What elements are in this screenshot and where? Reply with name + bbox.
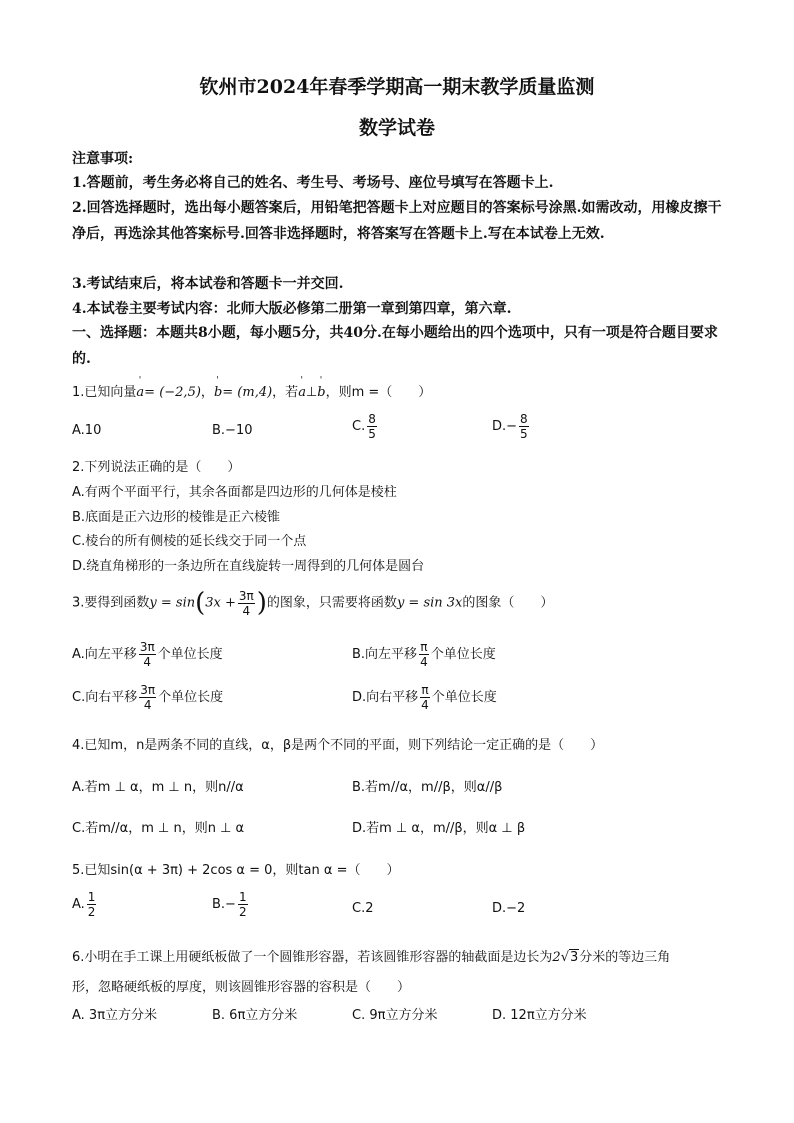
question-2: 2.下列说法正确的是（ ） bbox=[72, 460, 241, 475]
q5-option-c: C.2 bbox=[352, 901, 374, 916]
q6-option-d: D. 12π立方分米 bbox=[492, 1008, 587, 1023]
question-5: 5.已知sin(α + 3π) + 2cos α = 0，则tan α =（ ） bbox=[72, 863, 400, 878]
q1-option-c: C. $\frac{8}{5}$ bbox=[352, 412, 376, 441]
exam-subtitle: 数学试卷 bbox=[358, 117, 435, 139]
q1-option-a: A.10 bbox=[72, 423, 102, 438]
q1-a-value: = (−2,5) bbox=[144, 385, 201, 400]
q6-option-a: A. 3π立方分米 bbox=[72, 1008, 158, 1023]
question-6-line-1: 6.小明在手工课上用硬纸板做了一个圆锥形容器，若该圆锥形容器的轴截面是边长为2√3分米的等边三角 bbox=[72, 950, 671, 965]
note-4: 4.本试卷主要考试内容：北师大版必修第二册第一章到第四章，第六章. bbox=[72, 301, 512, 317]
q3-option-a: A.向左平移 $\frac{3\pi}{4}$ 个单位长度 bbox=[72, 640, 223, 669]
q2-option-d: D.绕直角梯形的一条边所在直线旋转一周得到的几何体是圆台 bbox=[72, 559, 425, 574]
q4-option-a: A.若m ⊥ α，m ⊥ n，则n//α bbox=[72, 780, 244, 795]
q5-option-b: B.− $\frac{1}{2}$ bbox=[212, 890, 247, 919]
note-1: 1.答题前，考生务必将自己的姓名、考生号、考场号、座位号填写在答题卡上. bbox=[72, 175, 554, 191]
q4-option-c: C.若m//α，m ⊥ n，则n ⊥ α bbox=[72, 821, 245, 836]
vector-a: ' a bbox=[136, 376, 145, 400]
q2-option-b: B.底面是正六边形的棱锥是正六棱锥 bbox=[72, 510, 281, 525]
q1-option-b: B.−10 bbox=[212, 423, 253, 438]
question-4: 4.已知m，n是两条不同的直线，α，β是两个不同的平面，则下列结论一定正确的是（ ） bbox=[72, 738, 604, 753]
q1-option-d: D.− $\frac{8}{5}$ bbox=[492, 412, 528, 441]
q6-option-b: B. 6π立方分米 bbox=[212, 1008, 298, 1023]
question-3: 3.要得到函数y = sin(3x + $\frac{3\pi}{4}$ )的图象，只需要将函数y = sin 3x的图象（ ） bbox=[72, 588, 554, 618]
q3-option-b: B.向左平移 $\frac{\pi}{4}$ 个单位长度 bbox=[352, 640, 496, 669]
q3-option-c: C.向右平移 $\frac{3\pi}{4}$ 个单位长度 bbox=[72, 683, 224, 712]
vector-b: ' b bbox=[213, 376, 223, 400]
notes-heading: 注意事项: bbox=[72, 151, 134, 167]
q6-option-c: C. 9π立方分米 bbox=[352, 1008, 438, 1023]
q4-option-d: D.若m ⊥ α，m//β，则α ⊥ β bbox=[352, 821, 526, 836]
q1-prefix: 1.已知向量 bbox=[72, 385, 137, 400]
note-3: 3.考试结束后，将本试卷和答题卡一并交回. bbox=[72, 276, 344, 292]
question-6-line-2: 形，忽略硬纸板的厚度，则该圆锥形容器的容积是（ ） bbox=[72, 980, 411, 995]
question-1: 1.已知向量 ' a= (−2,5)， ' b= (m,4)，若 ' a⊥ ' b，则m =（ ） bbox=[72, 376, 432, 400]
q1-b-value: = (m,4) bbox=[222, 385, 273, 400]
q3-option-d: D.向右平移 $\frac{\pi}{4}$ 个单位长度 bbox=[352, 683, 497, 712]
q4-option-b: B.若m//α，m//β，则α//β bbox=[352, 780, 503, 795]
q5-option-d: D.−2 bbox=[492, 901, 526, 916]
section-heading: 一、选择题：本题共8小题，每小题5分，共40分.在每小题给出的四个选项中，只有一项是符合题目要求的. bbox=[72, 325, 718, 367]
q5-option-a: A. $\frac{1}{2}$ bbox=[72, 890, 96, 919]
note-2: 2.回答选择题时，选出每小题答案后，用铅笔把答题卡上对应题目的答案标号涂黑.如需改动，用橡皮擦干净后，再选涂其他答案标号.回答非选择题时，将答案写在答题卡上.写在本试卷上无效. bbox=[72, 200, 722, 242]
exam-title: 钦州市2024年春季学期高一期末教学质量监测 bbox=[199, 76, 595, 98]
q2-option-c: C.棱台的所有侧棱的延长线交于同一个点 bbox=[72, 534, 307, 549]
q1-suffix: ，则m =（ ） bbox=[325, 385, 432, 400]
q2-option-a: A.有两个平面平行，其余各面都是四边形的几何体是棱柱 bbox=[72, 485, 397, 500]
